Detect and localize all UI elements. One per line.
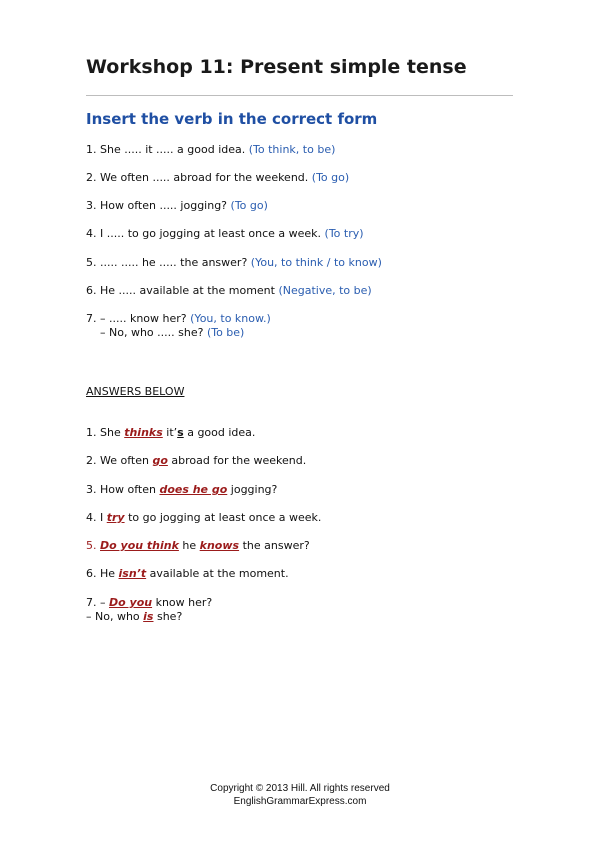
answer-verb: thinks — [124, 426, 163, 439]
answer-verb: Do you think — [100, 539, 179, 552]
question-hint: (Negative, to be) — [278, 284, 372, 297]
answer-text: 1. She — [86, 426, 125, 439]
answer-7 — [86, 596, 212, 610]
question-text: 2. We often ..... abroad for the weekend. — [86, 171, 309, 184]
question-hint: (To go) — [311, 171, 350, 184]
answer-text: a good idea. — [183, 426, 256, 439]
question-text: 7. – ..... know her? — [86, 312, 187, 325]
answer-text: the answer? — [239, 539, 310, 552]
answer-text: jogging? — [227, 483, 278, 496]
question-hint: (To try) — [324, 227, 364, 240]
answer-text: know her? — [152, 596, 213, 609]
answer-3 — [86, 483, 277, 497]
footer-site: EnglishGrammarExpress.com — [233, 796, 367, 807]
question-text: 4. I ..... to go jogging at least once a week. — [86, 227, 322, 240]
question-hint: (To be) — [206, 326, 245, 339]
answer-2 — [86, 454, 306, 468]
answer-text: 5. — [86, 539, 100, 552]
answer-text: abroad for the weekend. — [167, 454, 307, 467]
answer-text: 6. He — [86, 567, 119, 580]
question-text: 1. She ..... it ..... a good idea. — [86, 143, 246, 156]
footer-copyright: Copyright © 2013 Hill. All rights reserved — [210, 783, 390, 794]
question-text: – No, who ..... she? — [100, 326, 204, 339]
page-title: Workshop 11: Present simple tense — [86, 56, 467, 78]
answer-5 — [86, 539, 310, 553]
answer-text: 4. I — [86, 511, 107, 524]
question-7 — [86, 312, 271, 326]
answer-text: it’ — [162, 426, 178, 439]
answer-text: available at the moment. — [146, 567, 289, 580]
question-hint: (You, to know.) — [190, 312, 271, 325]
answer-verb: does he go — [159, 483, 228, 496]
question-4 — [86, 227, 364, 241]
question-3 — [86, 199, 268, 213]
exercise-heading: Insert the verb in the correct form — [86, 110, 378, 128]
answer-verb: Do you — [109, 596, 153, 609]
answer-verb: go — [152, 454, 168, 467]
answer-text: he — [178, 539, 200, 552]
question-text: 3. How often ..... jogging? — [86, 199, 228, 212]
answer-1 — [86, 426, 255, 440]
answer-verb: isn’t — [118, 567, 147, 580]
answer-verb: is — [143, 610, 154, 623]
question-text: 6. He ..... available at the moment — [86, 284, 275, 297]
question-6 — [86, 284, 372, 298]
answer-text: she? — [153, 610, 183, 623]
answer-6 — [86, 567, 289, 581]
title-divider — [86, 95, 513, 96]
answer-7-reply — [86, 610, 182, 624]
answer-text: 3. How often — [86, 483, 160, 496]
answer-verb: s — [177, 426, 184, 439]
answer-text: 7. – — [86, 596, 109, 609]
answer-verb: try — [106, 511, 125, 524]
question-5 — [86, 256, 382, 270]
answer-text: to go jogging at least once a week. — [124, 511, 322, 524]
question-hint: (You, to think / to know) — [250, 256, 382, 269]
question-7-reply — [100, 326, 244, 340]
question-text: 5. ..... ..... he ..... the answer? — [86, 256, 248, 269]
question-1 — [86, 143, 335, 157]
answers-heading: ANSWERS BELOW — [86, 385, 185, 398]
answer-text: – No, who — [86, 610, 144, 623]
answer-text: 2. We often — [86, 454, 153, 467]
question-hint: (To think, to be) — [248, 143, 336, 156]
answer-4 — [86, 511, 321, 525]
question-2 — [86, 171, 349, 185]
question-hint: (To go) — [230, 199, 268, 212]
answer-verb: knows — [199, 539, 240, 552]
